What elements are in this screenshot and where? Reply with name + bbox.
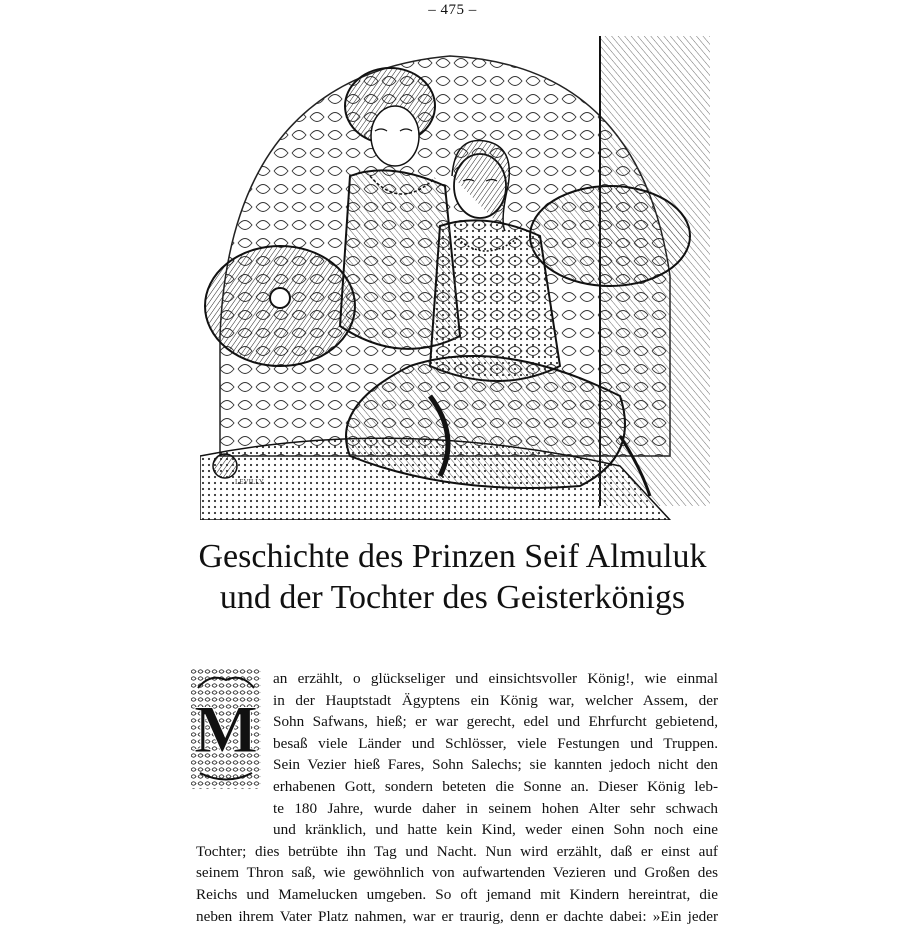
ornamental-initial-m-icon: [190, 668, 262, 790]
engraving-two-women-icon: [200, 36, 710, 520]
paragraph-line: Tochter; dies betrübte ihn Tag und Nacht. Nun wird erzählt, daß er einst auf: [196, 842, 718, 860]
paragraph-line: besaß viele Länder und Schlösser, viele Festungen und Truppen.: [273, 734, 718, 752]
drop-cap: [190, 668, 262, 790]
story-title-line-2: und der Tochter des Geisterkönigs: [219, 579, 686, 616]
paragraph-line: an erzählt, o glückseliger und einsichtsvoller König!, wie einmal: [273, 670, 718, 687]
page-number: – 475 –: [428, 2, 477, 18]
story-title: [0, 536, 905, 618]
paragraph-line: te 180 Jahre, wurde daher in seinem hohen Alter sehr schwach: [273, 799, 718, 817]
paragraph-line: in der Hauptstadt Ägyptens ein König war, welcher Assem, der: [273, 691, 718, 709]
drop-cap-letter: M: [193, 691, 259, 767]
paragraph-line: neben ihrem Vater Platz nahmen, war er traurig, denn er dachte dabei: »Ein jeder: [196, 907, 718, 925]
engraving-illustration: [200, 36, 710, 520]
paragraph-line: Sein Vezier hieß Fares, Sohn Salechs; sie kannten jedoch nicht den: [273, 756, 718, 774]
paragraph-line: Reichs und Mamelucken umgeben. So oft jemand mit Kindern hereintrat, die: [196, 886, 718, 903]
paragraph-line: Sohn Safwans, hieß; er war gerecht, edel und Ehrfurcht gebietend,: [273, 713, 718, 731]
story-title-line-1: Geschichte des Prinzen Seif Almuluk: [198, 538, 707, 575]
engraver-signature: LEVILLY: [235, 478, 264, 486]
paragraph-line: und kränklich, und hatte kein Kind, weder einen Sohn noch eine: [273, 821, 718, 839]
paragraph-line: seinem Thron saß, wie gewöhnlich von aufwartenden Vezieren und Großen des: [196, 864, 718, 882]
paragraph-line: erhabenen Gott, sondern beteten die Sonne an. Dieser König leb-: [273, 778, 718, 795]
